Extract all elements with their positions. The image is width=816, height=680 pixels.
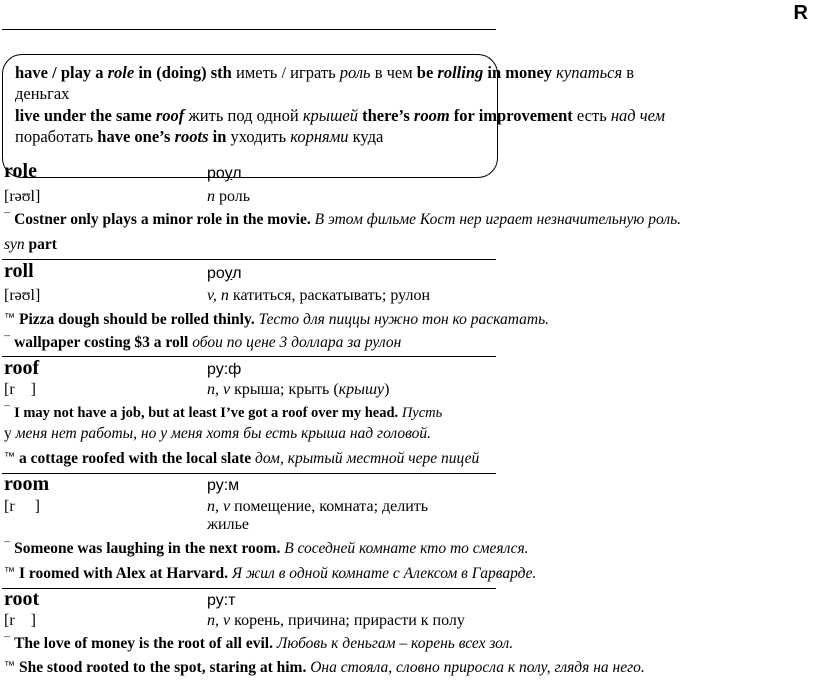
pronunciation-room: ру:м <box>207 477 240 494</box>
divider <box>2 259 496 260</box>
transcription-roll: [rəʊl] <box>4 287 41 304</box>
example-roof-2: ™ a cottage roofed with the local slate дом, крытый местной чере пицей <box>4 450 480 467</box>
pronunciation-role: роул <box>207 165 242 182</box>
synonym-role: syn part <box>4 236 57 253</box>
page-letter: R <box>793 2 808 24</box>
translation-root: n, v корень, причина; прирасти к полу <box>207 612 465 629</box>
translation-room-cont: жилье <box>207 516 249 533</box>
headword-roof: roof <box>4 357 40 379</box>
translation-roll: v, n катиться, раскатывать; рулон <box>207 287 431 304</box>
headword-room: room <box>4 473 50 495</box>
divider <box>2 356 496 357</box>
example-roll-1: ™ Pizza dough should be rolled thinly. Тесто для пиццы нужно тон ко раскатать. <box>4 311 550 328</box>
example-room-2: ™ I roomed with Alex at Harvard. Я жил в одной комнате с Алексом в Гарварде. <box>4 565 537 582</box>
pronunciation-root: ру:т <box>207 592 236 609</box>
pronunciation-roll: роул <box>207 265 242 282</box>
transcription-role: [rəʊl] <box>4 188 41 205</box>
example-root-1: ¯ The love of money is the root of all evil. Любовь к деньгам – корень всех зол. <box>4 635 514 652</box>
transcription-root: [r ] <box>4 612 36 629</box>
headword-root: root <box>4 588 40 610</box>
translation-roof: n, v крыша; крыть (крышу) <box>207 381 390 398</box>
top-rule <box>2 29 496 30</box>
example-roll-2: ¯ wallpaper costing $3 a roll обои по цене 3 доллара за рулон <box>4 334 402 351</box>
translation-room: n, v помещение, комната; делить <box>207 498 429 515</box>
translation-role: n роль <box>207 188 251 205</box>
transcription-roof: [r ] <box>4 381 36 398</box>
example-roof-1: ¯ I may not have a job, but at least I’ve got a roof over my head. Пусть <box>4 405 443 421</box>
headword-role: role <box>4 160 37 182</box>
phrase-line-1: have / play a role in (doing) sth иметь / играть роль в чем be rolling in money купаться в <box>15 63 635 82</box>
phrase-line-4: поработать have one’s roots in уходить корнями куда <box>15 127 384 146</box>
divider <box>2 588 496 589</box>
divider <box>2 473 496 474</box>
phrase-line-2: деньгах <box>15 84 70 103</box>
example-role-1: ¯ Costner only plays a minor role in the movie. В этом фильме Кост нер играет незначительную роль. <box>4 211 682 228</box>
headword-roll: roll <box>4 260 34 282</box>
phrase-line-3: live under the same roof жить под одной крышей there’s room for improvement есть над чем <box>15 106 666 125</box>
example-room-1: ¯ Someone was laughing in the next room. В соседней комнате кто то смеялся. <box>4 540 529 557</box>
example-roof-1-cont: у меня нет работы, но у меня хотя бы есть крыша над головой. <box>4 425 432 442</box>
example-root-2: ™ She stood rooted to the spot, staring at him. Она стояла, словно приросла к полу, глядя на него. <box>4 659 645 676</box>
pronunciation-roof: ру:ф <box>207 361 242 378</box>
transcription-room: [r ] <box>4 498 40 515</box>
